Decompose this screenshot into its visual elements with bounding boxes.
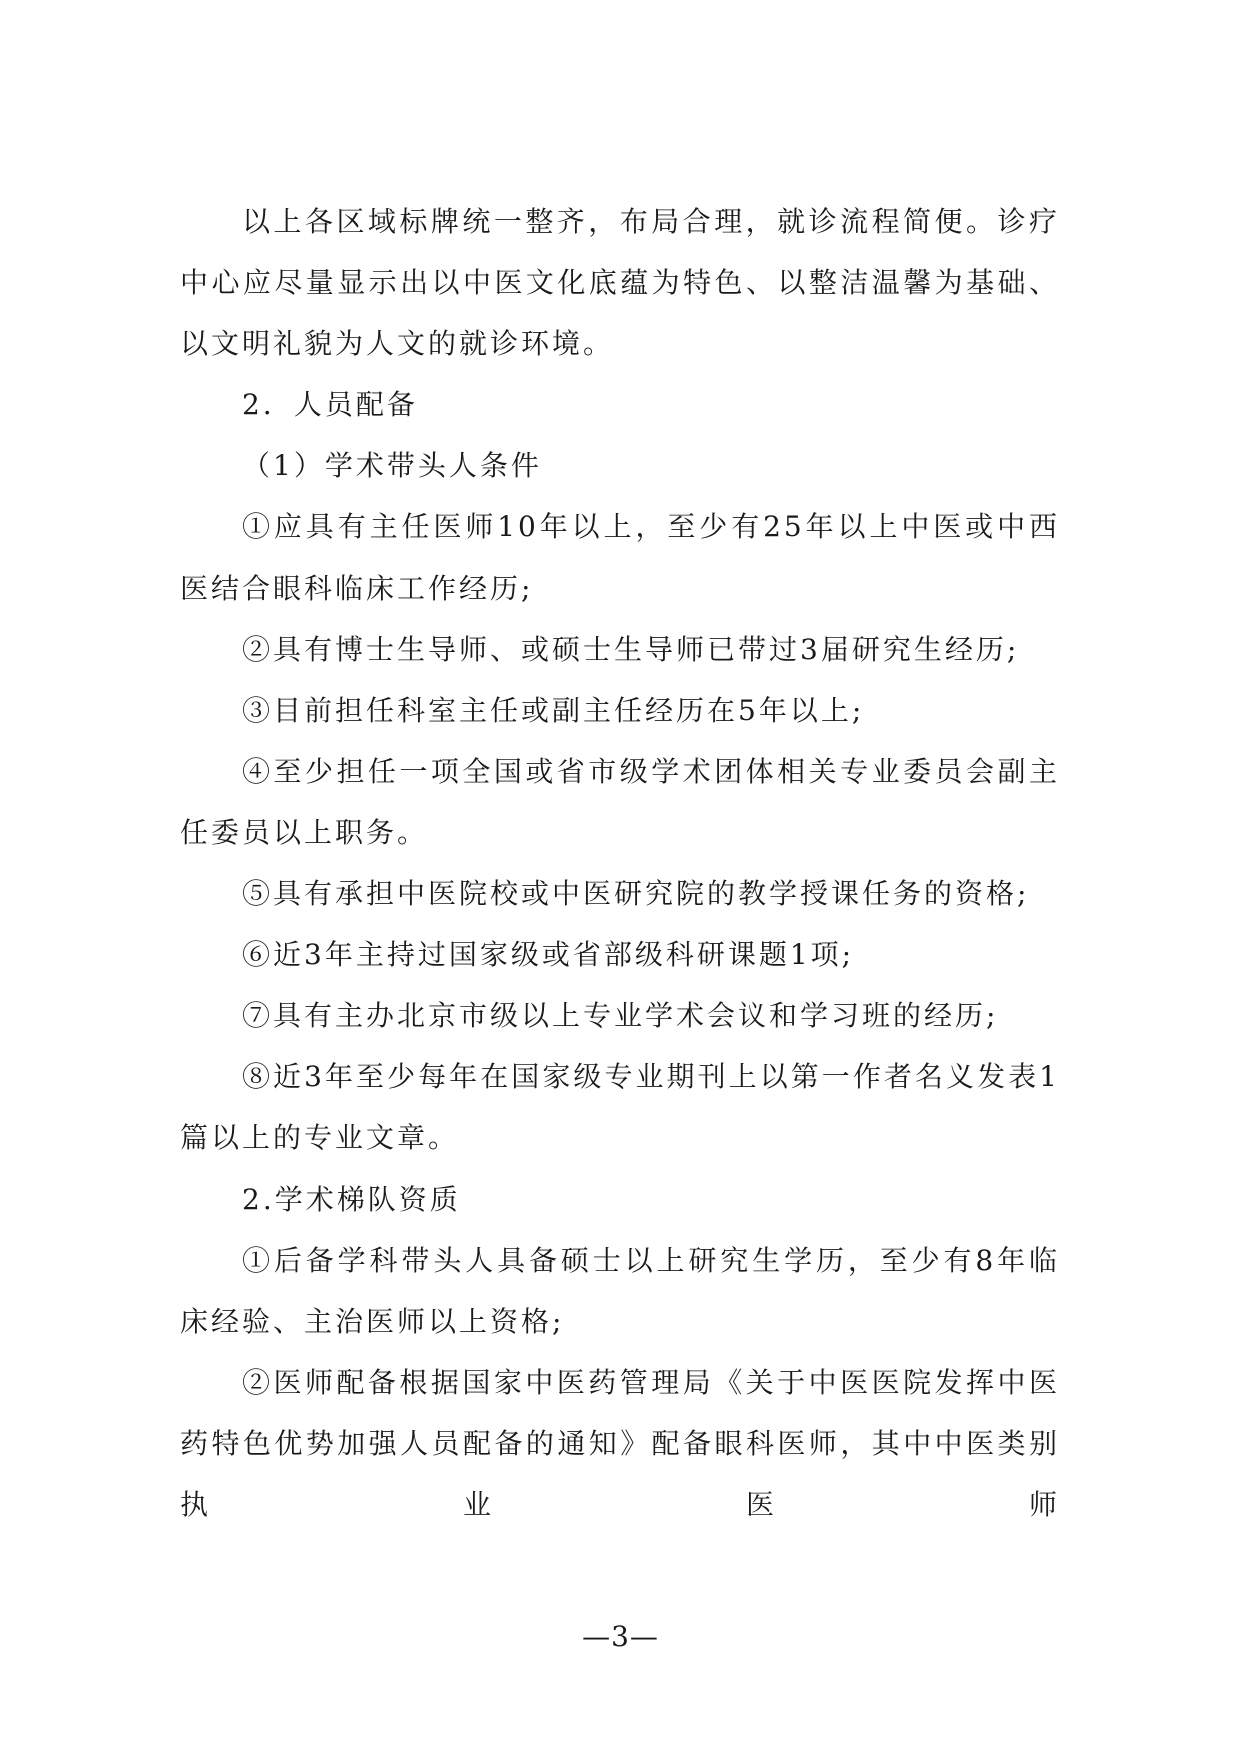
leader-requirement-3: ③目前担任科室主任或副主任经历在5年以上; xyxy=(242,693,865,727)
page-number: —3— xyxy=(582,1620,659,1653)
heading-staffing: 2．人员配备 xyxy=(242,388,418,422)
leader-requirement-7: ⑦具有主办北京市级以上专业学术会议和学习班的经历; xyxy=(242,999,999,1033)
leader-requirement-6: ⑥近3年主持过国家级或省部级科研课题1项; xyxy=(242,938,855,972)
leader-requirement-5: ⑤具有承担中医院校或中医研究院的教学授课任务的资格; xyxy=(242,877,1030,911)
heading-academic-team: 2.学术梯队资质 xyxy=(242,1182,461,1216)
leader-requirement-2: ②具有博士生导师、或硕士生导师已带过3届研究生经历; xyxy=(242,632,1020,666)
team-requirement-2: ②医师配备根据国家中医药管理局《关于中医医院发挥中医药特色优势加强人员配备的通知》配备眼科医师，其中中医类别执业医师 xyxy=(180,1365,1060,1521)
team-requirement-1: ①后备学科带头人具备硕士以上研究生学历，至少有8年临床经验、主治医师以上资格; xyxy=(180,1243,1060,1338)
leader-requirement-8: ⑧近3年至少每年在国家级专业期刊上以第一作者名义发表1篇以上的专业文章。 xyxy=(180,1060,1060,1155)
heading-academic-leader: （1）学术带头人条件 xyxy=(242,449,542,483)
leader-requirement-1: ①应具有主任医师10年以上，至少有25年以上中医或中西医结合眼科临床工作经历; xyxy=(180,510,1060,605)
paragraph-environment: 以上各区域标牌统一整齐，布局合理，就诊流程简便。诊疗中心应尽量显示出以中医文化底蕴为特色、以整洁温馨为基础、以文明礼貌为人文的就诊环境。 xyxy=(180,205,1060,361)
document-body xyxy=(180,191,1060,1535)
leader-requirement-4: ④至少担任一项全国或省市级学术团体相关专业委员会副主任委员以上职务。 xyxy=(180,754,1060,849)
